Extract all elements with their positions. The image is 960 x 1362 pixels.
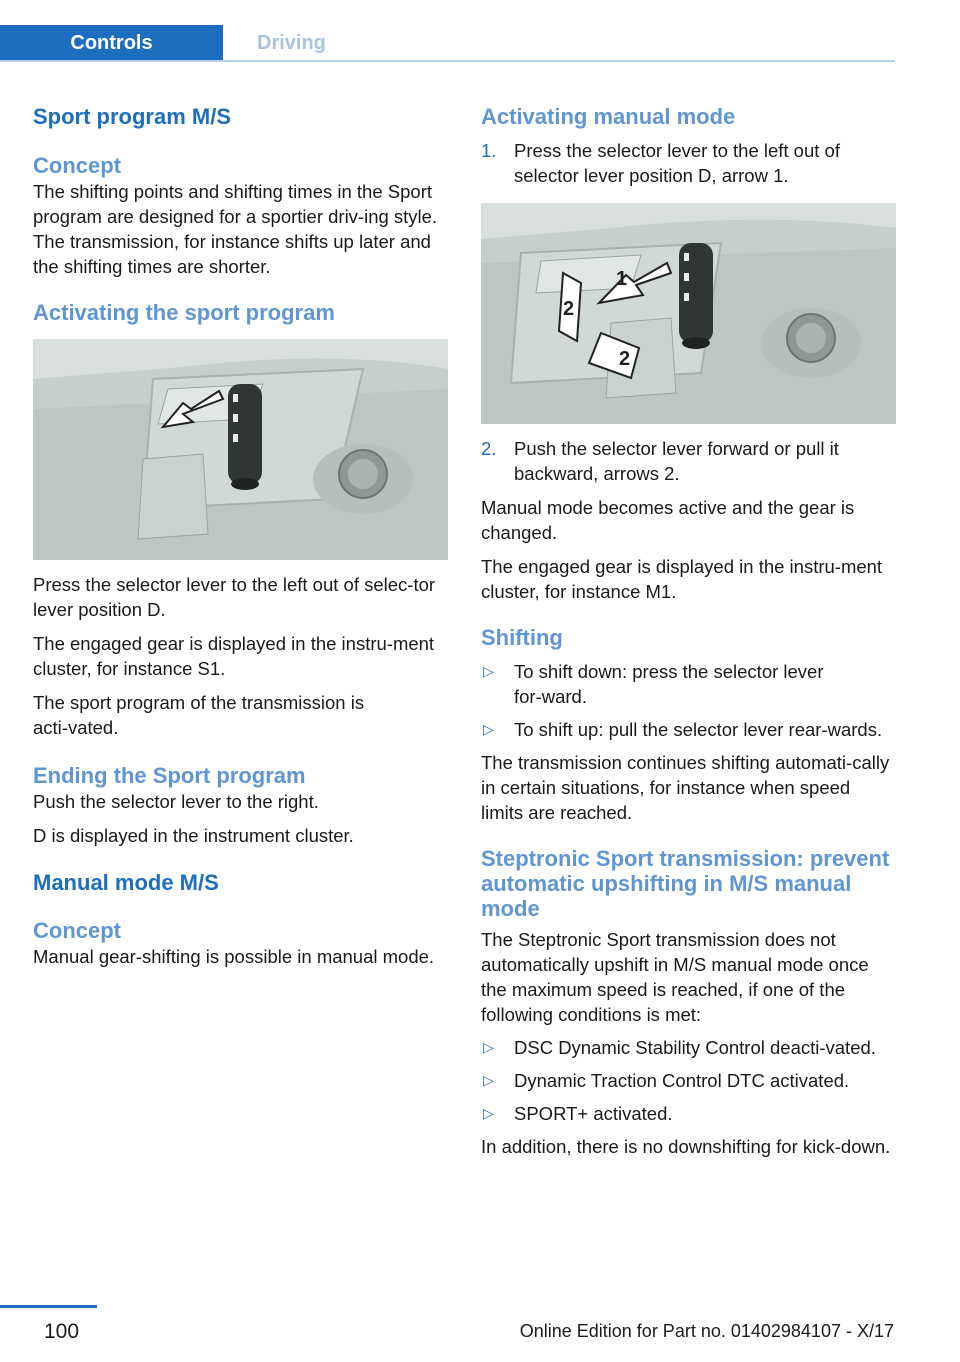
edition-text: Online Edition for Part no. 01402984107 - X/17 xyxy=(519,1321,894,1341)
list-item xyxy=(481,717,896,742)
engaged-gear-s1-text: The engaged gear is displayed in the instru‑ment cluster, for instance S1. xyxy=(33,633,435,679)
bullet-text: SPORT+ activated. xyxy=(514,1103,673,1124)
list-item xyxy=(481,659,896,709)
sport-activated-text: The sport program of the transmission is acti‑vated. xyxy=(33,692,365,738)
arrow-2-label-lower: 2 xyxy=(619,348,631,370)
triangle-bullet-icon: ▷ xyxy=(483,1072,494,1088)
manual-mode-title: Manual mode M/S xyxy=(33,870,219,895)
manual-concept-text: Manual gear-shifting is possible in manual mode. xyxy=(33,946,435,967)
step-number: 1. xyxy=(481,140,497,161)
concept-heading: Concept xyxy=(33,153,121,178)
manual-active-text: Manual mode becomes active and the gear is changed. xyxy=(481,497,855,543)
d-displayed-text: D is displayed in the instrument cluster. xyxy=(33,825,354,846)
concept-text: The shifting points and shifting times in the Sport program are designed for a sportier driv‑ing style. The transmission, for instance shifts up later and the shifting times are shorter. xyxy=(33,181,438,277)
step-item-2 xyxy=(481,436,896,486)
bullet-text: DSC Dynamic Stability Control deacti‑vated. xyxy=(514,1037,876,1058)
kickdown-text: In addition, there is no downshifting for kick‑down. xyxy=(481,1136,891,1157)
step-list-1 xyxy=(481,138,896,188)
left-column xyxy=(33,100,448,969)
triangle-bullet-icon: ▷ xyxy=(483,663,494,679)
tab-controls[interactable]: Controls xyxy=(0,25,223,61)
ending-sport-heading: Ending the Sport program xyxy=(33,763,306,788)
sport-program-photo xyxy=(33,339,448,560)
step-number: 2. xyxy=(481,438,497,459)
shift-bullet-list xyxy=(481,659,896,742)
bullet-text: Dynamic Traction Control DTC activated. xyxy=(514,1070,850,1091)
list-item xyxy=(481,1101,896,1126)
press-left-text: Press the selector lever to the left out of selec‑tor lever position D. xyxy=(33,574,436,620)
arrow-2-label: 2 xyxy=(563,298,575,320)
right-column xyxy=(481,100,896,1159)
triangle-bullet-icon: ▷ xyxy=(483,721,494,737)
step-text: Press the selector lever to the left out of selector lever position D, arrow 1. xyxy=(514,140,840,186)
tab-driving[interactable]: Driving xyxy=(257,31,326,54)
sport-program-title: Sport program M/S xyxy=(33,104,232,129)
push-right-text: Push the selector lever to the right. xyxy=(33,791,319,812)
step-text: Push the selector lever forward or pull it backward, arrows 2. xyxy=(514,438,839,484)
engaged-gear-m1-text: The engaged gear is displayed in the instru‑ment cluster, for instance M1. xyxy=(481,556,883,602)
concept-heading-2: Concept xyxy=(33,918,121,943)
page-number: 100 xyxy=(44,1320,80,1343)
triangle-bullet-icon: ▷ xyxy=(483,1105,494,1121)
steptronic-heading: Steptronic Sport transmission: prevent automatic upshifting in M/S manual mode xyxy=(481,846,890,921)
continues-shifting-text: The transmission continues shifting automati‑cally in certain situations, for instance when speed limits are reached. xyxy=(481,752,890,823)
activating-manual-heading: Activating manual mode xyxy=(481,104,736,129)
bullet-text: To shift down: press the selector lever for‑ward. xyxy=(514,661,824,707)
activating-sport-heading: Activating the sport program xyxy=(33,300,335,325)
step-list-2 xyxy=(481,436,896,486)
arrow-1-label: 1 xyxy=(616,268,628,290)
footer-accent-line xyxy=(0,1305,97,1308)
shifting-heading: Shifting xyxy=(481,625,563,650)
bullet-text: To shift up: pull the selector lever rear‑wards. xyxy=(514,719,883,740)
header-divider xyxy=(0,60,895,62)
triangle-bullet-icon: ▷ xyxy=(483,1039,494,1055)
list-item xyxy=(481,1035,896,1060)
header-tabs xyxy=(0,25,326,61)
condition-bullet-list xyxy=(481,1035,896,1126)
step-item-1 xyxy=(481,138,896,188)
manual-mode-photo xyxy=(481,203,896,424)
list-item xyxy=(481,1068,896,1093)
steptronic-text: The Steptronic Sport transmission does not automatically upshift in M/S manual mode once the maximum speed is reached, if one of the following conditions is met: xyxy=(481,929,869,1025)
